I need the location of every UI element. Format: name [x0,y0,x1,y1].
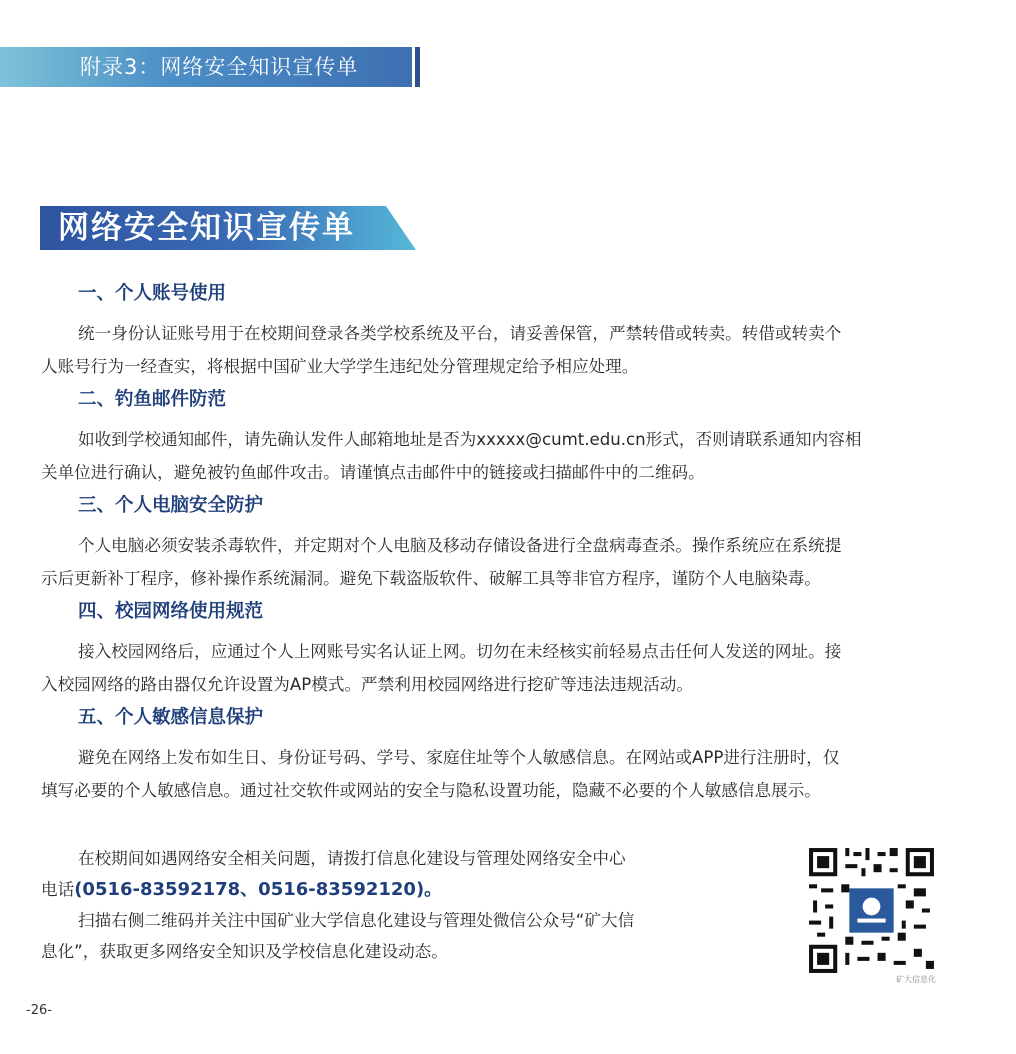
body-line: 填写必要的个人敏感信息。通过社交软件或网站的安全与隐私设置功能，隐藏不必要的个人敏感信息展示。 [41,781,821,800]
page-title: 网络安全知识宣传单 [58,210,355,246]
section-heading: 二、钓鱼邮件防范 [78,389,227,410]
section-account [41,280,986,383]
section-body [41,635,986,701]
section-heading: 一、个人账号使用 [78,283,227,304]
section-phishing [41,386,986,489]
qr-caption: 矿大信息化 [896,975,936,984]
contact-phone-line [41,874,756,905]
body-line: 避免在网络上发布如生日、身份证号码、学号、家庭住址等个人敏感信息。在网站或APP进行注册时，仅 [78,748,840,767]
body-line: 示后更新补丁程序，修补操作系统漏洞。避免下载盗版软件、破解工具等非官方程序，谨防个人电脑染毒。 [41,569,821,588]
section-pc-security [41,492,986,595]
body-line: 接入校园网络后，应通过个人上网账号实名认证上网。切勿在未经核实前轻易点击任何人发送的网址。接 [78,642,842,661]
section-body [41,317,986,383]
phone-numbers: (0516-83592178、0516-83592120)。 [74,879,443,900]
body-line: 入校园网络的路由器仅允许设置为AP模式。严禁利用校园网络进行挖矿等违法违规活动。 [41,675,693,694]
section-heading: 五、个人敏感信息保护 [78,707,264,728]
contact-line: 息化”，获取更多网络安全知识及学校信息化建设动态。 [41,942,448,961]
section-heading: 四、校园网络使用规范 [78,601,264,622]
section-body [41,423,986,489]
page-number: -26- [26,1003,52,1018]
section-heading: 三、个人电脑安全防护 [78,495,264,516]
section-body [41,529,986,595]
qr-code-icon [805,844,938,977]
body-line: 关单位进行确认，避免被钓鱼邮件攻击。请谨慎点击邮件中的链接或扫描邮件中的二维码。 [41,463,705,482]
section-campus-network [41,598,986,701]
contact-line: 扫描右侧二维码并关注中国矿业大学信息化建设与管理处微信公众号“矿大信 [78,911,635,930]
section-body [41,741,986,807]
body-line: 个人电脑必须安装杀毒软件，并定期对个人电脑及移动存储设备进行全盘病毒查杀。操作系统应在系统提 [78,536,842,555]
contact-line: 在校期间如遇网络安全相关问题，请拨打信息化建设与管理处网络安全中心 [78,849,626,868]
contact-block [41,843,756,967]
body-line: 人账号行为一经查实，将根据中国矿业大学学生违纪处分管理规定给予相应处理。 [41,357,639,376]
appendix-accent-bar [415,47,420,87]
body-line: 如收到学校通知邮件，请先确认发件人邮箱地址是否为xxxxx@cumt.edu.cn形式，否则请联系通知内容相 [78,430,862,449]
body-line: 统一身份认证账号用于在校期间登录各类学校系统及平台，请妥善保管，严禁转借或转卖。转借或转卖个 [78,324,842,343]
phone-prefix: 电话 [41,880,75,899]
section-privacy [41,704,986,807]
appendix-label: 附录3：网络安全知识宣传单 [80,55,359,79]
